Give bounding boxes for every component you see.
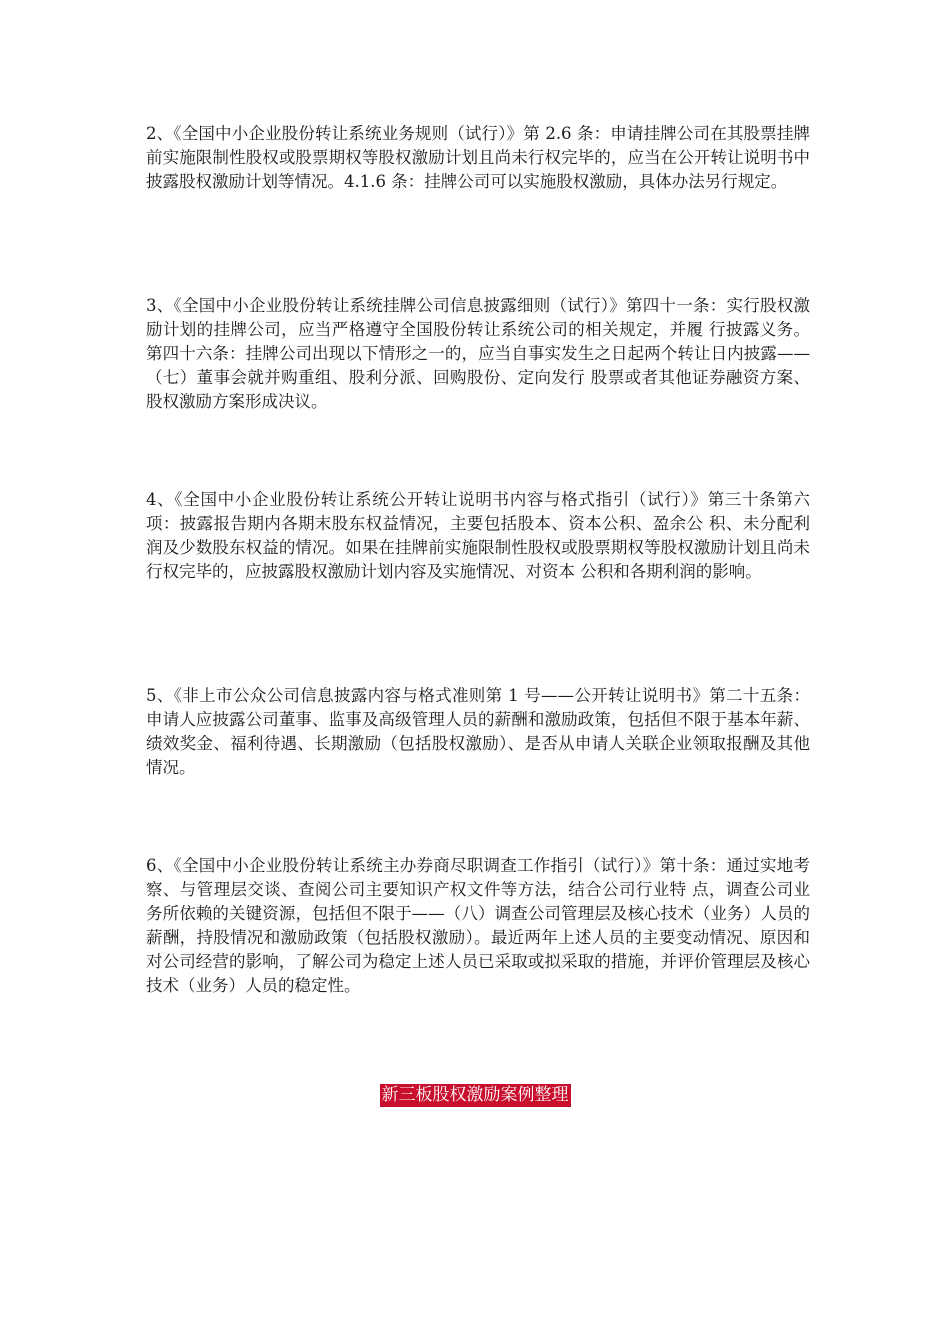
regulation-paragraph-6: 6、《全国中小企业股份转让系统主办券商尽职调查工作指引（试行）》第十条：通过实地考察、与管理层交谈、查阅公司主要知识产权文件等方法，结合公司行业特 点，调查公司业务所依赖的关键资源，包括但不限于——（八）调查公司管理层及核心技术（业务）人员的薪酬，持股情况和激励政策（包括股权激励）。最近两年上述人员的主要变动情况、原因和对公司经营的影响，了解公司为稳定上述人员已采取或拟采取的措施，并评价管理层及核心技术（业务）人员的稳定性。 <box>146 856 810 995</box>
section-heading-container <box>0 1084 950 1107</box>
regulation-paragraph-2: 2、《全国中小企业股份转让系统业务规则（试行）》第 2.6 条：申请挂牌公司在其股票挂牌前实施限制性股权或股票期权等股权激励计划且尚未行权完毕的，应当在公开转让说明书中披露股权激励计划等情况。4.1.6 条：挂牌公司可以实施股权激励，具体办法另行规定。 <box>146 124 810 191</box>
regulation-paragraph-4: 4、《全国中小企业股份转让系统公开转让说明书内容与格式指引（试行）》第三十条第六项：披露报告期内各期末股东权益情况，主要包括股本、资本公积、盈余公 积、未分配利润及少数股东权益的情况。如果在挂牌前实施限制性股权或股票期权等股权激励计划且尚未行权完毕的，应披露股权激励计划内容及实施情况、对资本 公积和各期利润的影响。 <box>146 490 810 581</box>
regulation-paragraph-3: 3、《全国中小企业股份转让系统挂牌公司信息披露细则（试行）》第四十一条：实行股权激励计划的挂牌公司，应当严格遵守全国股份转让系统公司的相关规定，并履 行披露义务。第四十六条：挂牌公司出现以下情形之一的，应当自事实发生之日起两个转让日内披露——（七）董事会就并购重组、股利分派、回购股份、定向发行 股票或者其他证券融资方案、股权激励方案形成决议。 <box>146 296 810 411</box>
regulation-paragraph-5: 5、《非上市公众公司信息披露内容与格式准则第 1 号——公开转让说明书》第二十五条：申请人应披露公司董事、监事及高级管理人员的薪酬和激励政策，包括但不限于基本年薪、绩效奖金、福利待遇、长期激励（包括股权激励）、是否从申请人关联企业领取报酬及其他情况。 <box>146 686 810 777</box>
section-heading: 新三板股权激励案例整理 <box>381 1085 569 1105</box>
